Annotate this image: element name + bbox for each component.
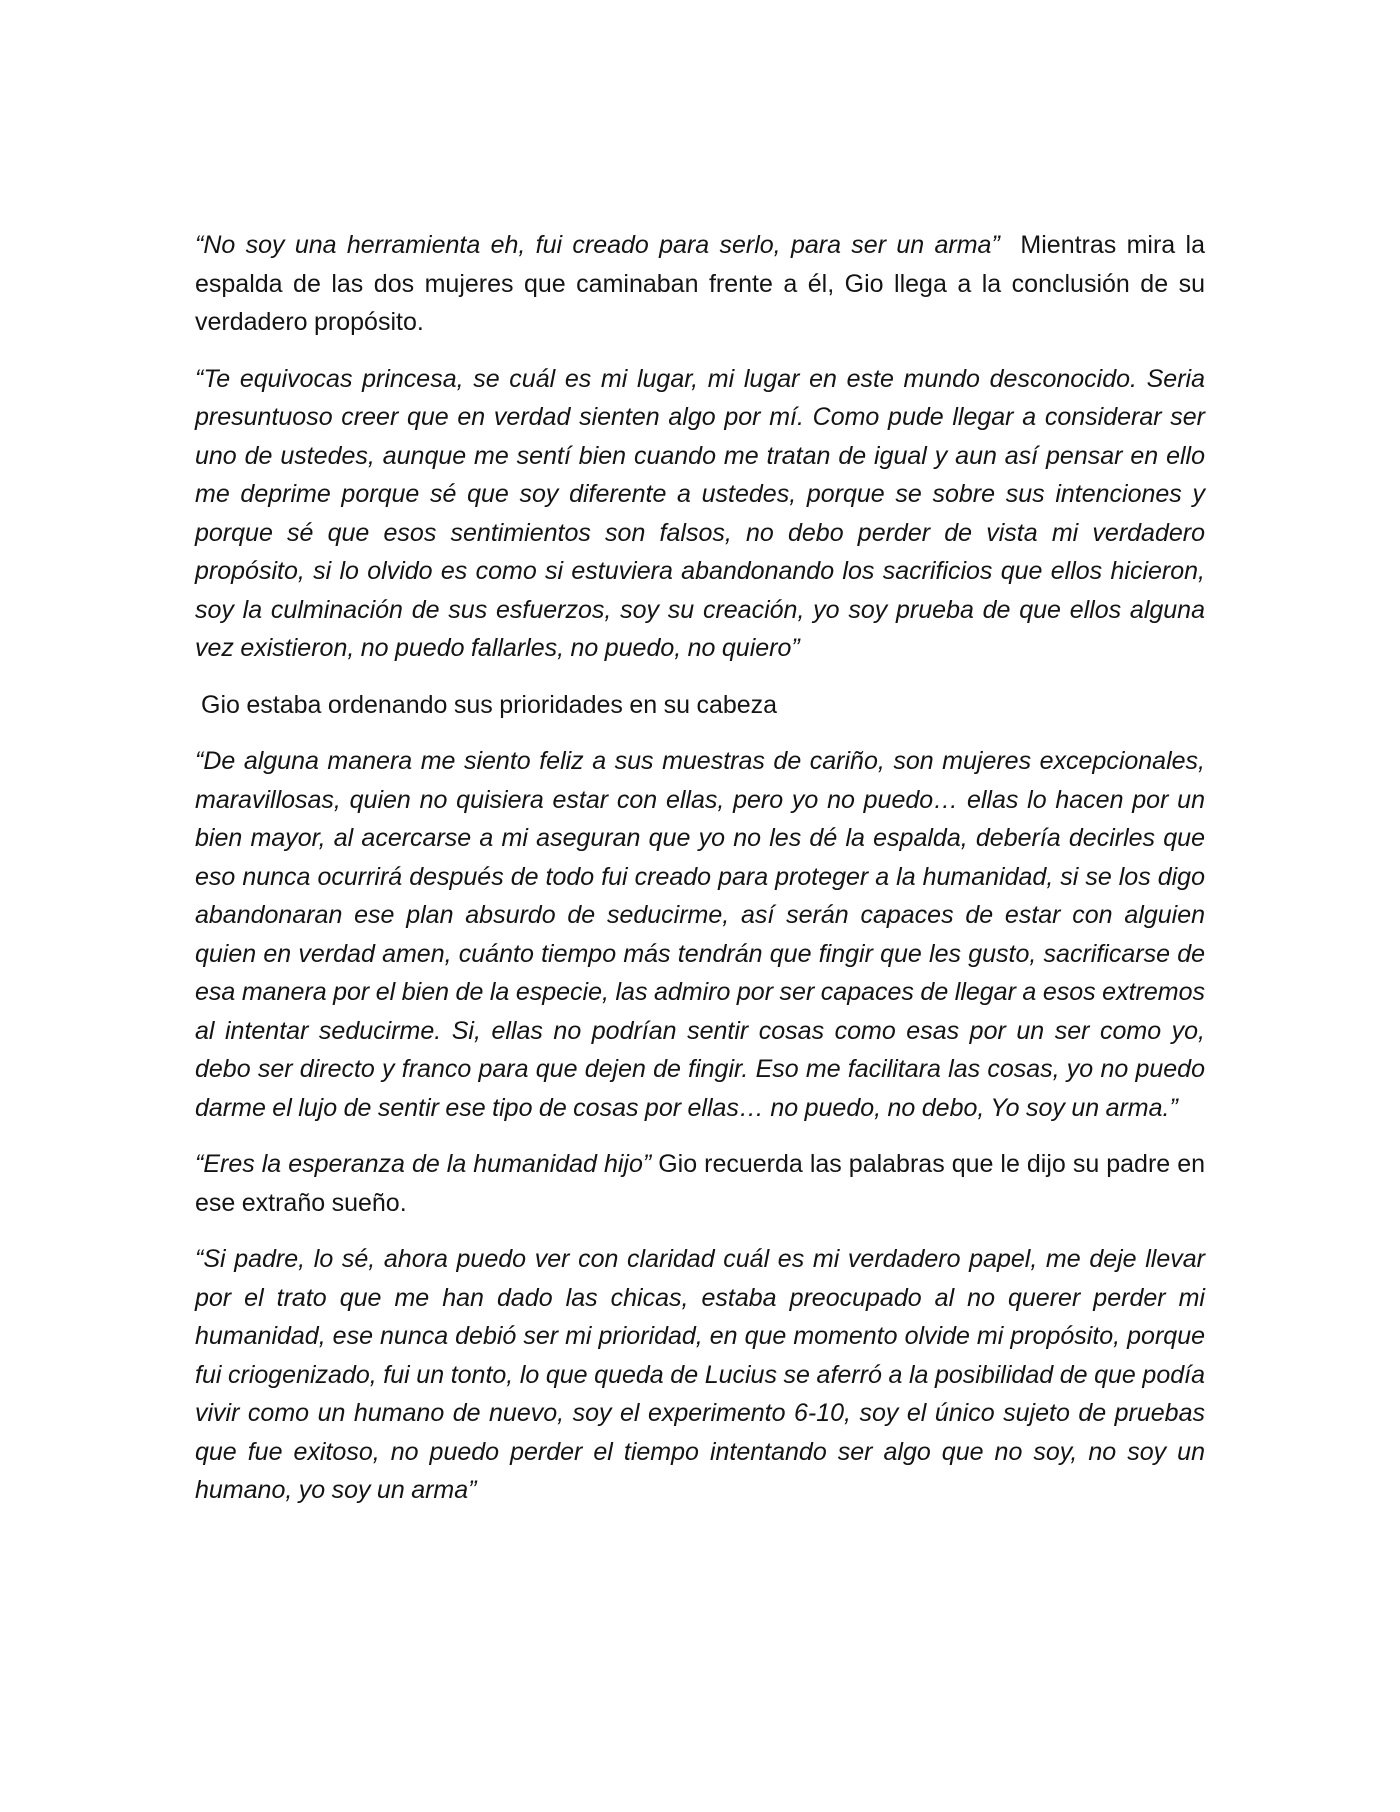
narration-text: Mientras mira la espalda de las dos mujeres que caminaban frente a él, Gio llega a la conclusión de su verdadero propósito. [195, 231, 1212, 336]
paragraph-1 [195, 226, 1212, 342]
narration-text: Gio estaba ordenando sus prioridades en su cabeza [201, 690, 778, 719]
narration-text: Gio recuerda las palabras que le dijo su padre en ese extraño sueño. [195, 1150, 1205, 1217]
dialogue-quote: “No soy una herramienta eh, fui creado para serlo, para ser un arma” [195, 231, 1000, 259]
dialogue-quote: “Eres la esperanza de la humanidad hijo” [195, 1150, 652, 1178]
paragraph-2 [195, 360, 1205, 668]
paragraph-4 [195, 742, 1205, 1127]
paragraph-6 [195, 1240, 1205, 1510]
paragraph-3 [195, 686, 1205, 725]
dialogue-quote: “De alguna manera me siento feliz a sus muestras de cariño, son mujeres excepcionales, maravillosas, quien no quisiera estar con ellas, pero yo no puedo… ellas lo hacen por un bien mayor, al acercarse a mi aseguran que yo no les dé la espalda, debería decirles que eso nunca ocurrirá después de todo fui creado para proteger a la humanidad, si se los digo abandonaran ese plan absurdo de seducirme, así serán capaces de estar con alguien quien en verdad amen, cuánto tiempo más tendrán que fingir que les gusto, sacrificarse de esa manera por el bien de la especie, las admiro por ser capaces de llegar a esos extremos al intentar seducirme. Si, ellas no podrían sentir cosas como esas por un ser como yo, debo ser directo y franco para que dejen de fingir. Eso me facilitara las cosas, yo no puedo darme el lujo de sentir ese tipo de cosas por ellas… no puedo, no debo, Yo soy un arma.” [195, 747, 1205, 1122]
document-body [195, 226, 1212, 1528]
paragraph-5 [195, 1145, 1205, 1222]
dialogue-quote: “Si padre, lo sé, ahora puedo ver con claridad cuál es mi verdadero papel, me deje llevar por el trato que me han dado las chicas, estaba preocupado al no querer perder mi humanidad, ese nunca debió ser mi prioridad, en que momento olvide mi propósito, porque fui criogenizado, fui un tonto, lo que queda de Lucius se aferró a la posibilidad de que podía vivir como un humano de nuevo, soy el experimento 6-10, soy el único sujeto de pruebas que fue exitoso, no puedo perder el tiempo intentando ser algo que no soy, no soy un humano, yo soy un arma” [195, 1245, 1205, 1504]
dialogue-quote: “Te equivocas princesa, se cuál es mi lugar, mi lugar en este mundo desconocido. Seria presuntuoso creer que en verdad sienten algo por mí. Como pude llegar a considerar ser uno de ustedes, aunque me sentí bien cuando me tratan de igual y aun así pensar en ello me deprime porque sé que soy diferente a ustedes, porque se sobre sus intenciones y porque sé que esos sentimientos son falsos, no debo perder de vista mi verdadero propósito, si lo olvido es como si estuviera abandonando los sacrificios que ellos hicieron, soy la culminación de sus esfuerzos, soy su creación, yo soy prueba de que ellos alguna vez existieron, no puedo fallarles, no puedo, no quiero” [195, 364, 1205, 662]
